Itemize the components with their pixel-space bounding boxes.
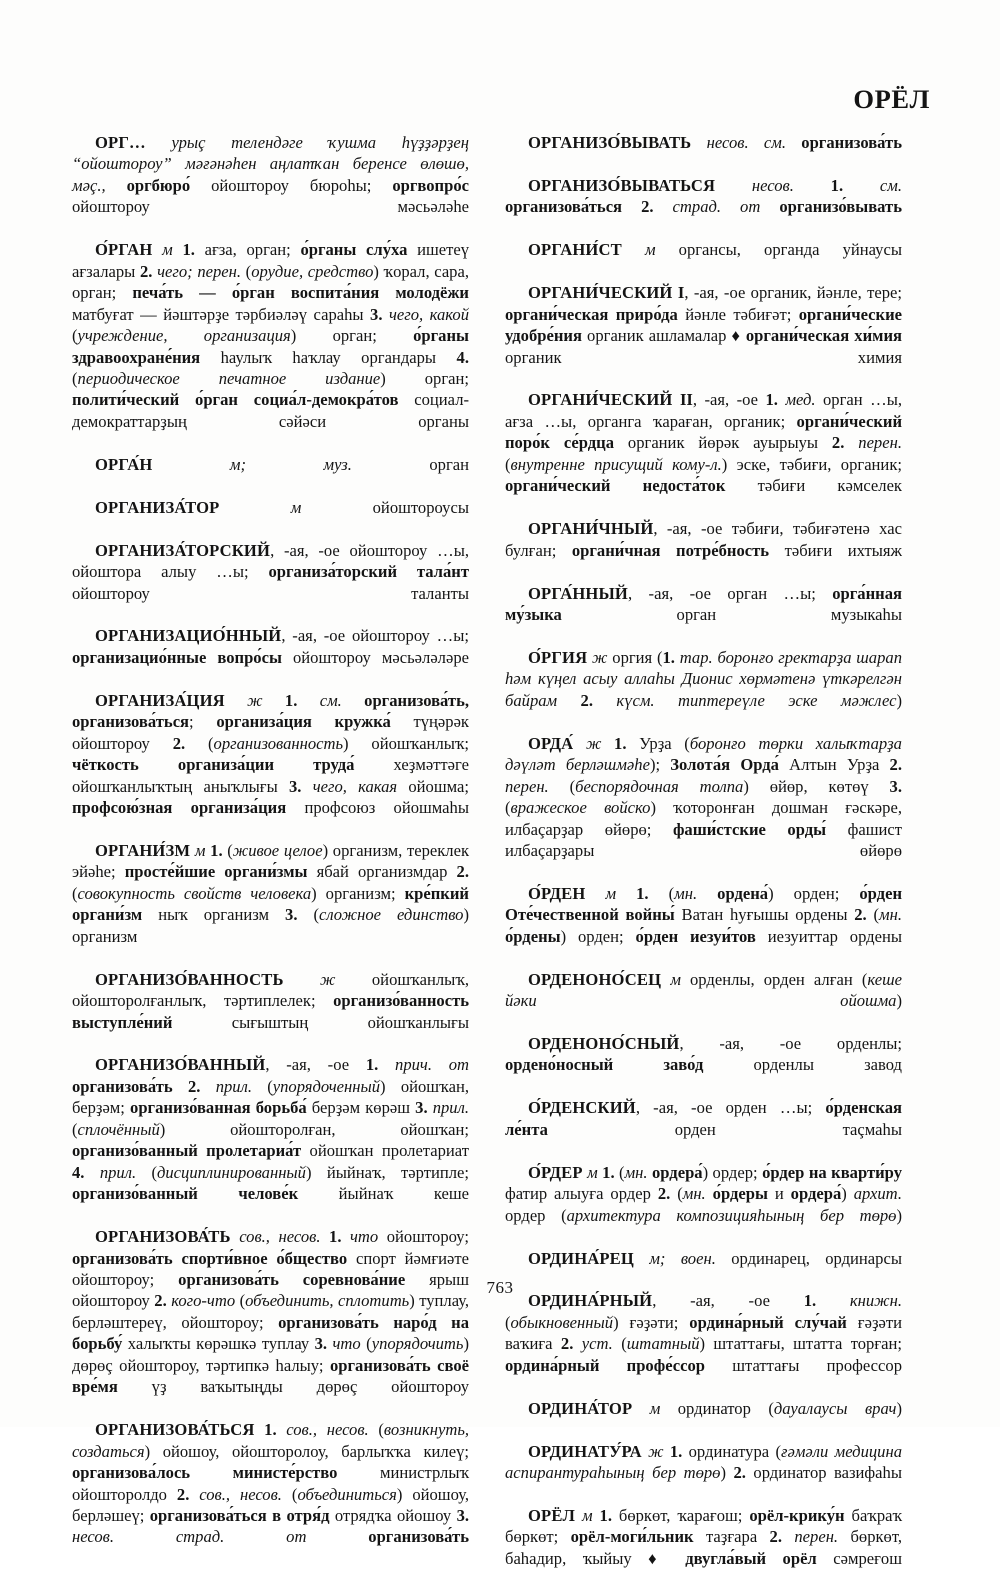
dictionary-entry: ОРДИНА́РЕЦ м; воен. ординарец, ординарсы [528, 1248, 902, 1268]
dictionary-entry: ОРГАНИ́СТ м органсы, органда уйнаусы [528, 240, 902, 260]
dictionary-entry: ОРГА́ННЫЙ, -ая, -ое орган …ы; орга́нная му́зыка орган музыкаһы [505, 583, 902, 624]
dictionary-entry: ОРГАНИЗО́ВЫВАТЬСЯ несов. 1. см. организова́ться 2. страд. от организо́вывать [505, 175, 902, 217]
dictionary-entry: ОРЁЛ м 1. бөркөт, ҡарағош; орёл-крику́н баҡраҡ бөркөт; орёл-моги́льник таҙғара 2. перен. бөркөт, баһадир, ҡыйыу ♦ двугла́вый орёл сәмреғош [505, 1506, 903, 1568]
dictionary-entry: ОРГАНИЗА́ТОРСКИЙ, -ая, -ое ойоштороу …ы, ойоштора алыу …ы; организа́торский тала́нт ойоштороу таланты [72, 540, 469, 603]
dictionary-entry: ОРДА́ ж 1. Урҙа (боронғо төрки халыҡтарҙа дәүләт берләшмәһе); Золота́я Орда́ Алтын Урҙа 2. перен. (беспорядочная толпа) өйөр, көтөү 3. (вражеское войско) ҡоторонған дошман ғәскәре, илбаçарҙар өйөрө; фаши́стские орды́ фашист илбаçарҙары өйөрө [505, 733, 902, 860]
dictionary-entry: ОРГАНИЗАЦИО́ННЫЙ, -ая, -ое ойоштороу …ы; организацио́нные вопро́сы ойоштороу мәсьәләләре [72, 626, 469, 667]
dictionary-entry: ОРГАНИЗА́ЦИЯ ж 1. см. организова́ть, организова́ться; организа́ция кружка́ түңәрәк ойоштороу 2. (организованность) ойошҡанлыҡ; чёткость организа́ции труда́ хеҙмәттәге ойошҡанлыҡтың аныҡлығы 3. чего, какая ойошма; профсою́зная организа́ция профсоюз ойошмаһы [72, 690, 469, 818]
dictionary-entry: О́РДЕНСКИЙ, -ая, -ое орден …ы; о́рденская ле́нта орден таçмаһы [505, 1098, 902, 1139]
dictionary-entry: ОРГА́Н м; муз. орган [95, 454, 469, 474]
dictionary-entry: ОРГАНИЗОВА́ТЬСЯ 1. сов., несов. (возникнуть, создаться) ойошоу, ойошторолоу, барлыҡҡа килеү; организова́лось министе́рство министрлыҡ ойошторолдо 2. сов., несов. (объединиться) ойошоу, берләшеү; организова́ться в отря́д отрядҡа ойошоу 3. несов. страд. от организова́ть [72, 1420, 470, 1547]
right-column [505, 132, 902, 1591]
dictionary-entry: ОРДИНА́РНЫЙ, -ая, -ое 1. книжн. (обыкновенный) ғәҙәти; ордина́рный слу́чай ғәҙәти ваҡиға 2. уст. (штатный) штаттағы, штатта торған; ордина́рный профе́ссор штаттағы профессор [505, 1291, 903, 1375]
page-number: 763 [486, 1278, 514, 1297]
dictionary-entry: ОРГАНИ́ЗМ м 1. (живое целое) организм, тереклек эйәһе; просте́йшие органи́змы ябай организмдар 2. (совокупность свойств человека) организм; кре́пкий органи́зм ныҡ организм 3. (сложное единство) организм [72, 840, 470, 946]
dictionary-entry: ОРДЕНОНО́СНЫЙ, -ая, -ое орденлы; ордено́носный заво́д орденлы завод [505, 1034, 902, 1075]
dictionary-entry: ОРГАНИЗО́ВЫВАТЬ несов. см. организова́ть [528, 133, 902, 152]
dictionary-entry: ОРГАНИЗО́ВАННОСТЬ ж ойошҡанлыҡ, ойошторолғанлыҡ, тәртиплелек; организо́ванность выступле́ний сығыштың ойошҡанлығы [72, 969, 469, 1032]
running-head: ОРЁЛ [853, 84, 930, 114]
dictionary-entry: ОРГАНИЗОВА́ТЬ сов., несов. 1. что ойоштороу; организова́ть спорти́вное о́бщество спорт йәмғиәте ойоштороу; организова́ть соревнова́ние ярыш ойоштороу 2. кого-что (объединить, сплотить) туплау, берләштереү, ойоштороу; организова́ть наро́д на борьбу́ халыҡты көрәшкә туплау 3. что (упорядочить) дөрөç ойоштороу, тәртипкә һалыу; организова́ть своё вре́мя үҙ ваҡытыңды дөрөç ойоштороу [72, 1227, 470, 1397]
dictionary-entry: ОРДИНА́ТОР м ординатор (дауалаусы врач) [528, 1398, 902, 1418]
dictionary-entry: О́РДЕР м 1. (мн. ордера́) ордер; о́рдер на кварти́ру фатир алыуға ордер 2. (мн. о́рдеры и ордера́) архит. ордер (архитектура композицияһының бер төрө) [505, 1162, 902, 1225]
dictionary-entry: ОРГ… урыç телендәге ҡушма һүҙҙәрҙең “ойоштороу” мәғәнәһен аңлатҡан беренсе өлөшө, мәç., оргбюро́ ойоштороу бюроһы; оргвопро́с ойоштороу мәсьәләһе [72, 133, 469, 217]
dictionary-entry: ОРГАНИ́ЧЕСКИЙ II, -ая, -ое 1. мед. орган …ы, ағза …ы, органга ҡараған, органик; органи́ческий поро́к се́рдца органик йөрәк ауырыуы 2. перен. (внутренне присущий кому-л.) эске, тәбиғи, органик; органи́ческий недоста́ток тәбиғи кәмселек [505, 390, 903, 496]
dictionary-entry: О́РГИЯ ж оргия (1. тар. боронғо гректарҙа шарап һәм күңел асыу аллаһы Дионис хөрмәтенә үткәрелгән байрам 2. күсм. типтереүле эске мәжлес) [505, 647, 902, 710]
dictionary-entry: ОРГАНИ́ЧЕСКИЙ I, -ая, -ое органик, йәнле, тере; органи́ческая приро́да йәнле тәбиғәт; органи́ческие удобре́ния органик ашламалар ♦ органи́ческая хи́мия органик химия [505, 283, 902, 367]
dictionary-entry: ОРДИНАТУ́РА ж 1. ординатура (ғәмәли медицина аспирантураһының бер төрө) 2. ординатор вазифаһы [505, 1441, 902, 1483]
dictionary-entry: ОРДЕНОНО́СЕЦ м орденлы, орден алған (кеше йәки ойошма) [505, 969, 902, 1011]
dictionary-entry: ОРГАНИ́ЧНЫЙ, -ая, -ое тәбиғи, тәбиғәтенә хас булған; органи́чная потре́бность тәбиғи ихтыяж [505, 519, 902, 560]
dictionary-entry: ОРГАНИЗА́ТОР м ойоштороусы [95, 497, 469, 517]
dictionary-entry: ОРГАНИЗО́ВАННЫЙ, -ая, -ое 1. прич. от организова́ть 2. прил. (упорядоченный) ойошҡан, берҙәм; организо́ванная борьба́ берҙәм көрәш 3. прил. (сплочённый) ойошторолған, ойошҡан; организо́ванный пролетариа́т ойошҡан пролетариат 4. прил. (дисциплинированный) йыйнаҡ, тәртипле; организо́ванный челове́к йыйнаҡ кеше [72, 1055, 469, 1204]
dictionary-entry: О́РДЕН м 1. (мн. ордена́) орден; о́рден Оте́чественной войны́ Ватан һуғышы ордены 2. (мн. о́рдены) орден; о́рден иезуи́тов иезуиттар ордены [505, 883, 903, 946]
dictionary-entry: О́РГАН м 1. ағза, орган; о́рганы слу́ха ишетеү ағзалары 2. чего; перен. (орудие, средство) ҡорал, сара, орган; печа́ть — о́рган воспита́ния молодёжи матбуғат — йәштәрҙе тәрбиәләү сараһы 3. чего, какой (учреждение, организация) орган; о́рганы здравоохране́ния һаулыҡ һаҡлау органдары 4. (периодическое печатное издание) орган; полити́ческий о́рган социа́л-демокра́тов социал-демократтарҙың сәйәси органы [72, 240, 470, 431]
left-column [72, 132, 469, 1569]
